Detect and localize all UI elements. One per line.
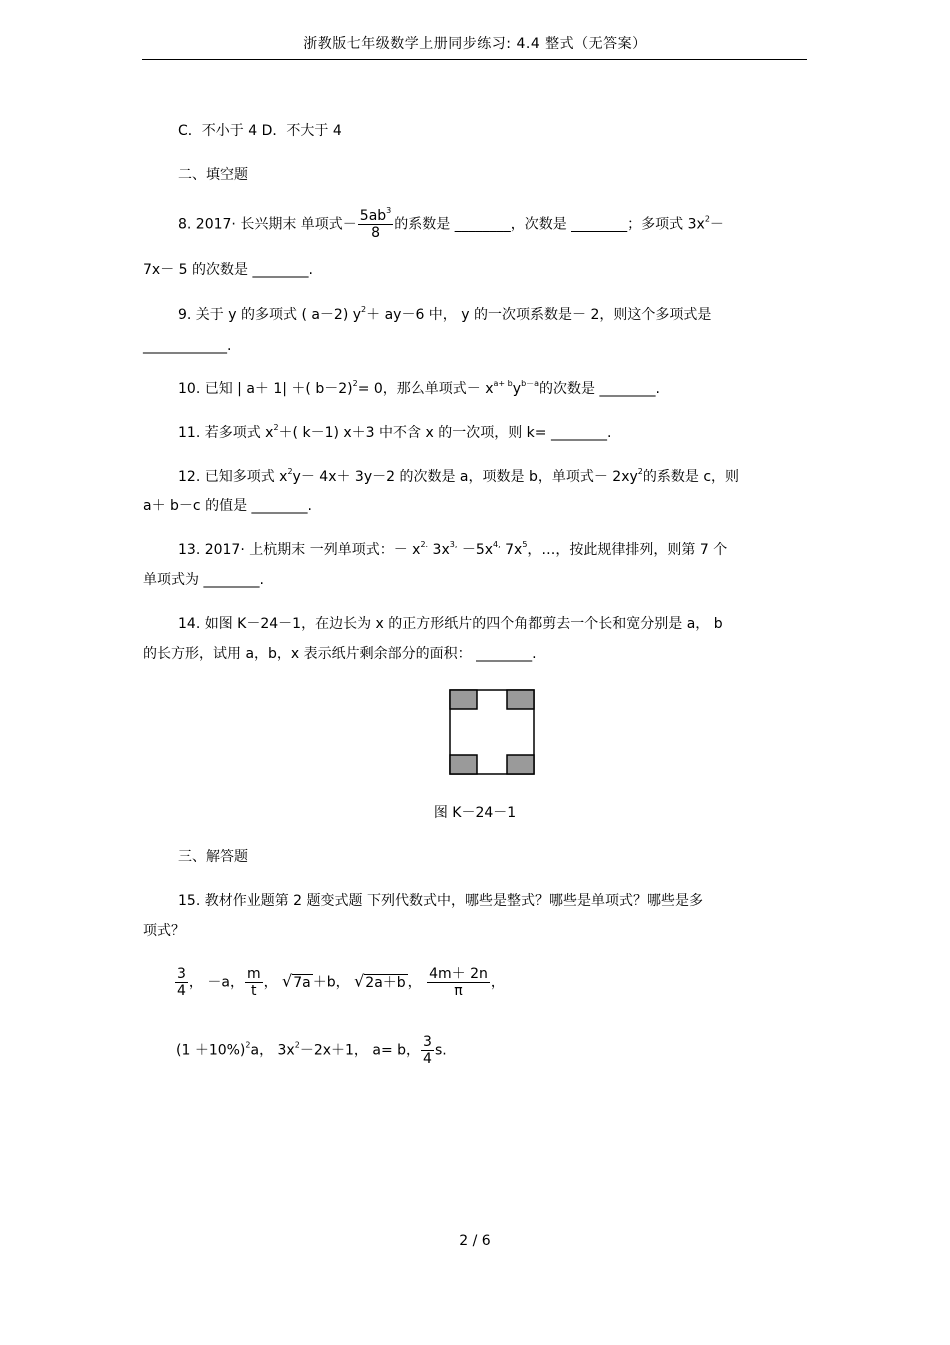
figure-caption: 图 K－24－1 <box>433 805 517 821</box>
question-9-line2: ____________. <box>143 338 232 354</box>
expr-three-quarters-s: $\frac{3}{4}$ <box>423 1034 432 1068</box>
section-answer: 三、解答题 <box>178 849 248 865</box>
q8-numerator: 5ab <box>359 208 387 224</box>
q8-text-b: 的系数是 ________，次数是 ________；多项式 3x <box>394 216 705 233</box>
q8-text-a: 8. 2017· 长兴期末 单项式－ <box>178 216 357 233</box>
expressions-row-2: $(1 +10\%)^2a$， $3x^2-2x+1$， a= b， $\frac{3}{4}$ s. <box>176 1034 447 1068</box>
page-header: 浙教版七年级数学上册同步练习: 4.4 整式（无答案） <box>303 36 647 52</box>
q7-options: C．不小于 4 D．不大于 4 <box>178 123 342 139</box>
expressions-row-1: $\frac{3}{4}$ ， －a， $\frac{m}{t}$ ， √7a ＋b， √2a＋b ， $\frac{4m+ 2n}{\pi}$ ， <box>177 966 505 1000</box>
question-8: 8. 2017· 长兴期末 单项式－ $\frac{5ab^3}{8}$ 的系数是 ________，次数是 ________；多项式 $3x^2-$ <box>178 206 724 242</box>
corner-cut-top-left <box>450 690 477 709</box>
square-paper-figure <box>449 689 535 775</box>
page-number: 2 / 6 <box>459 1233 491 1249</box>
q8-denominator: 8 <box>358 224 393 241</box>
question-14-line2: 的长方形，试用 a，b，x 表示纸片剩余部分的面积： ________. <box>143 646 537 662</box>
header-rule <box>142 59 807 60</box>
question-13-line2: 单项式为 ________. <box>143 572 264 588</box>
question-12: 12. 已知多项式 $x^2y- 4x+ 3y-2$ 的次数是 a，项数是 b，单项式－ $2xy^2$的系数是 c，则 <box>178 467 740 485</box>
corner-cut-bottom-right <box>507 755 534 774</box>
question-13: 13. 2017· 上杭期末 一列单项式：－ $x^{2.}$ $3x^{3,} -5x^{4,}$ $7x^5$，…，按此规律排列，则第 7 个 <box>178 540 728 558</box>
corner-cut-top-right <box>507 690 534 709</box>
expr-sqrt-2a-b: 2a＋b <box>365 974 406 991</box>
question-8-line2: 7x－ 5 的次数是 ________. <box>143 262 313 278</box>
expr-m-over-t: $\frac{m}{t}$ <box>246 966 261 1000</box>
question-12-line2: a＋ b－c 的值是 ________. <box>143 498 312 514</box>
question-14: 14. 如图 K－24－1，在边长为 x 的正方形纸片的四个角都剪去一个长和宽分别是 a， b <box>178 616 723 632</box>
sqrt-sign: √ <box>354 971 365 991</box>
question-10: 10. 已知 | a＋ 1| ＋( b－2)$^2$= 0，那么单项式－ $x^{a+ b}y^{b-a}$的次数是 ________. <box>178 379 660 397</box>
q8-text-c: － <box>709 216 724 233</box>
question-15-line2: 项式？ <box>143 923 185 939</box>
square-with-cut-corners <box>449 689 535 775</box>
sqrt-sign: √ <box>282 971 293 991</box>
q8-fraction: $\frac{5ab^3}{8}$ <box>359 206 392 242</box>
expr-sqrt-7a: 7a <box>293 974 311 991</box>
question-15: 15. 教材作业题第 2 题变式题 下列代数式中，哪些是整式？哪些是单项式？哪些是多 <box>178 893 703 909</box>
corner-cut-bottom-left <box>450 755 477 774</box>
question-9: 9. 关于 y 的多项式 ( a－2) $y^2+ ay-6$ 中， y 的一次项系数是－ 2，则这个多项式是 <box>178 305 712 323</box>
expr-three-quarters: $\frac{3}{4}$ <box>177 966 186 1000</box>
expr-4m-2n-over-pi: $\frac{4m+ 2n}{\pi}$ <box>429 966 488 1000</box>
section-fill-in: 二、填空题 <box>178 167 248 183</box>
question-11: 11. 若多项式 $x^2+$( k－1) x＋3 中不含 x 的一次项，则 k= ________. <box>178 423 612 441</box>
